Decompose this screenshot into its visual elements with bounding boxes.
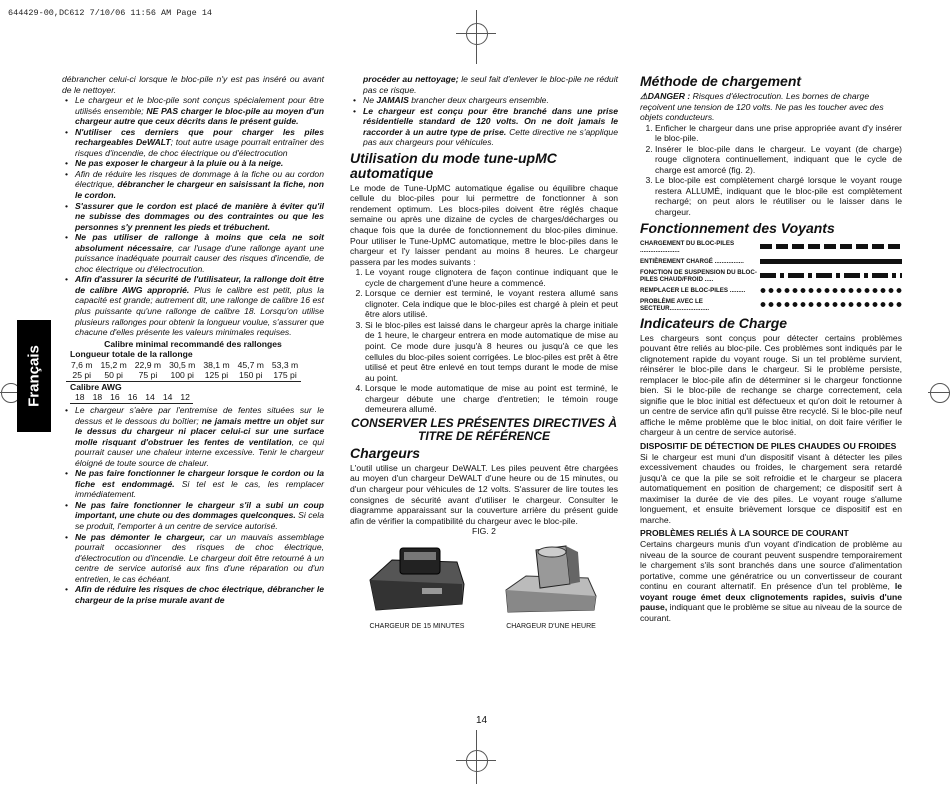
extension-cord-table: [66, 360, 301, 382]
bullet-item: [62, 584, 324, 605]
methode-steps: [640, 123, 902, 218]
charger-1hour-illustration: [496, 540, 606, 618]
bullet-item: [62, 500, 324, 532]
charger-1hour-figure: [491, 540, 611, 633]
led-legend: [640, 240, 902, 312]
print-header: 644429-00,DC612 7/10/06 11:56 AM Page 14: [8, 8, 213, 18]
led-row: [640, 287, 902, 294]
led-label: CHARGEMENT DU BLOC-PILES .......................: [640, 239, 735, 254]
chargeurs-heading: Chargeurs: [350, 444, 421, 461]
led-row: [640, 240, 902, 254]
bullet-text: , ce qui pourrait causer une chaleur interne excessive. Tenir le chargeur éloigné de toute source de chaleur.: [75, 436, 324, 468]
bullet-text: brancher deux chargeurs ensemble.: [408, 95, 549, 106]
bullet-bold: Ne pas démonter le chargeur,: [75, 531, 205, 542]
bullet-text: ; tout autre usage pourrait entraîner des risques d'incendie, de choc électrique ou d'électrocution: [75, 137, 324, 158]
step-item: 3. Si le bloc-piles est laissé dans le chargeur après la charge initiale de 1 heure, le chargeur entrera en mode automatique de mise au point. Ce mode dure jusqu'à 8 heures ou jusqu'à ce que les cellules du bloc-piles soient corrigées. Le bloc-piles est prêt à être utilisé et peut être enlevé en tout temps durant le mode de mise au point.: [365, 320, 618, 383]
problemes-paragraph: [640, 539, 902, 623]
table-cell: 45,7 m: [237, 359, 264, 370]
step-item: 2. Lorsque ce dernier est terminé, le voyant restera allumé sans clignoter. Cela indique que le bloc-piles est chargé à plein et peut être alors utilisé.: [365, 288, 618, 320]
bullet-bold: NE PAS charger le bloc-pile au moyen d'un chargeur autre que ceux décrits dans le présent guide.: [75, 105, 324, 127]
table-cell: 100 pi: [164, 370, 198, 381]
registration-mark-bottom: [456, 730, 496, 784]
table-cell: 175 pi: [267, 370, 301, 381]
col2-bullets: [350, 95, 618, 148]
bullet-item: [62, 274, 324, 337]
led-pattern: [760, 302, 902, 307]
table-cell: 16: [123, 392, 141, 403]
bullet-bold: Afin de réduire les risques de choc électrique, débrancher le chargeur de la prise murale avant de: [75, 584, 324, 605]
table-cell: 150 pi: [233, 370, 267, 381]
col2-continuation-text: le seul fait d'enlever le bloc-pile ne réduit pas ce risque.: [363, 74, 619, 95]
bullet-item: [350, 106, 618, 148]
danger-label: DANGER :: [647, 91, 691, 101]
table-cell: 22,9 m: [134, 359, 162, 370]
dispositif-heading: DISPOSITIF DE DÉTECTION DE PILES CHAUDES OU FROIDES: [640, 441, 897, 452]
table-length-label: Longueur totale de la rallonge: [70, 349, 193, 360]
step-item: 3. Le bloc-pile est complètement chargé lorsque le voyant rouge restera ALLUMÉ, indiquant que le bloc-pile est complètement rechargé; on peut alors le réutiliser ou le laisser dans le chargeur.: [655, 175, 902, 217]
step-item: 1. Le voyant rouge clignotera de façon continue indiquant que le cycle de chargement d'une heure a commencé.: [365, 267, 618, 288]
table-title: Calibre minimal recommandé des rallonges: [104, 338, 282, 349]
table-cell: 53,3 m: [271, 359, 299, 370]
bullet-text: , car l'usage d'une rallonge ayant une puissance inadéquate pourrait causer des risques d'incendie, de choc électrique ou d'électrocution.: [75, 242, 324, 274]
bullet-text: Si tel est le cas, les remplacer immédiatement.: [75, 478, 324, 500]
led-pattern: [760, 259, 902, 264]
table-cell: 14: [158, 392, 176, 403]
conserver-heading: CONSERVER LES PRÉSENTES DIRECTIVES À TITRE DE RÉFÉRENCE: [350, 415, 618, 443]
led-pattern: [760, 288, 902, 293]
fig-label: FIG. 2: [472, 526, 496, 537]
registration-mark-right: [928, 375, 950, 411]
bullet-text: Le chargeur et le bloc-pile sont conçus spécialement pour être utilisés ensemble;: [75, 95, 324, 116]
led-label: REMPLACER LE BLOC-PILES .........: [640, 286, 746, 294]
caption-1hour: CHARGEUR D'UNE HEURE: [506, 623, 596, 631]
bullet-text: Afin de réduire les risques de dommage à la fiche ou au cordon électrique,: [75, 168, 324, 190]
table-cell: 50 pi: [96, 370, 130, 381]
bullet-text: car un mauvais assemblage pourrait occasionner des risques de choc électrique, d'électrocution ou d'incendie. Le chargeur doit être retourné à un centre de service autorisé aux fins d'une réparation ou d'un entretien, le cas échéant.: [75, 531, 324, 584]
led-row: [640, 298, 902, 312]
indicateurs-paragraph: Les chargeurs sont conçus pour détecter certains problèmes pouvant être reliés au bloc-pile. Ces problèmes sont indiqués par le clignotement rapide du voyant rouge. Si un tel problème survient, réinsérer le bloc-pile dans le chargeur. Si le problème persiste, remplacer le bloc-pile afin de déterminer si le chargeur fonctionne bien. Si le bloc-pile de rechange se charge correctement, cela signifie que le bloc initial est défectueux et qu'on doit le retourner à un centre de service afin qu'il puisse être recyclé. Si le bloc-pile neuf affiche le même problème que le bloc initial, on doit faire vérifier le chargeur à un centre de service autorisé.: [640, 332, 902, 438]
step-item: 4. Lorsque le mode automatique de mise au point est terminé, le chargeur débute une charge d'entretien; le témoin rouge demeurera allumé.: [365, 383, 618, 415]
charger-15min-illustration: [362, 540, 472, 618]
chargeurs-paragraph: L'outil utilise un chargeur DeWALT. Les piles peuvent être chargées au moyen d'un chargeur DeWALT d'une heure ou de 15 minutes, ou d'un chargeur pour véhicules de 12 volts. S'assurer de lire toutes les consignes de sécurité avant d'utiliser le chargeur. Consulter le diagramme apparaissant sur la couverture arrière du présent guide afin de vérifier la compatibilité du chargeur avec le bloc-pile.: [350, 462, 618, 526]
table-cell: 16: [105, 392, 123, 403]
table-cell: 12: [175, 392, 193, 403]
bullet-text: Ne: [363, 95, 377, 106]
table-cell: 15,2 m: [100, 359, 127, 370]
led-label: FONCTION DE SUSPENSION DU BLOC-PILES CHAUD/FROID .....: [640, 268, 757, 283]
voyants-heading: Fonctionnement des Voyants: [640, 219, 835, 236]
table-cell: 7,6 m: [71, 359, 93, 370]
bullet-bold: débrancher le chargeur en saisissant la fiche, non le cordon.: [75, 179, 324, 201]
tune-up-paragraph: Le mode de Tune-UpMC automatique égalise ou équilibre chaque cellule du bloc-piles pour lui permettre de fonctionner à son rendement optimum. Les blocs-piles doivent être réglés chaque semaine ou après une dizaine de cycles de charges/décharges ou chaque fois que la durée de fonctionnement du bloc-piles diminue. Pour utiliser le Tune-UpMC automatique, mettre le bloc-piles dans le chargeur et l'y laisser pendant au moins 8 heures. Le chargeur passera par les modes suivants :: [350, 182, 618, 267]
led-pattern: [760, 273, 902, 278]
charger-15min-figure: [357, 540, 477, 633]
column-3: [640, 74, 902, 623]
step-item: 1. Enficher le chargeur dans une prise appropriée avant d'y insérer le bloc-pile.: [655, 123, 902, 144]
bullet-text: Si cela se produit, l'emporter à un centre de service autorisé.: [75, 510, 324, 531]
bullet-item: [350, 95, 618, 106]
table-cell: 18: [70, 392, 88, 403]
bullet-bold: Le chargeur est conçu pour être branché dans une prise résidentielle standard de 120 volts. On ne doit jamais le raccorder à un autre type de prise.: [363, 105, 618, 137]
caption-15min: CHARGEUR DE 15 MINUTES: [369, 623, 465, 631]
bullet-bold: Afin d'assurer la sécurité de l'utilisateur, la rallonge doit être de calibre AWG approprié.: [75, 274, 324, 295]
bullet-item: [62, 405, 324, 468]
column-2: [350, 74, 618, 633]
bullet-item: [62, 95, 324, 127]
bullet-text: Le chargeur s'aère par l'entremise de fentes situées sur le dessus et le dessous du boîtier;: [75, 404, 324, 426]
bullet-bold: ne jamais mettre un objet sur le dessus du chargeur ni placer celui-ci sur une surface molle risquant d'obstruer les fentes de ventilation: [75, 415, 324, 447]
bullet-bold: Ne pas utiliser de rallonge à moins que cela ne soit absolument nécessaire: [75, 232, 324, 253]
led-row: [640, 258, 902, 265]
problemes-bold: le voyant rouge émet deux clignotements rapides, suivis d'une pause,: [640, 581, 902, 613]
bullet-bold: S'assurer que le cordon est placé de manière à éviter qu'il ne subisse des dommages ou des contraintes ou que les personnes s'y prennent les pieds et trébuchent.: [75, 200, 324, 232]
bullet-bold: Ne pas faire fonctionner le chargeur s'il a subi un coup important, une chute ou des dommages quelconques.: [75, 499, 324, 521]
danger-text: Risques d'électrocution. Les bornes de charge reçoivent une tension de 120 volts. Ne pas les toucher avec des objets conducteurs.: [640, 91, 884, 123]
led-row: [640, 269, 902, 283]
bullet-bold: N'utiliser ces derniers que pour charger les piles rechargeables DeWALT: [75, 126, 324, 148]
table-cell: 75 pi: [130, 370, 164, 381]
bullet-item: [62, 158, 324, 169]
warning-triangle-icon: ⚠: [640, 91, 648, 101]
bullet-text: Plus le calibre est petit, plus la capacité est grande; autrement dit, une rallonge de calibre 16 est plus puissante qu'une rallonge de calibre 18. Lorsqu'on utilise plusieurs rallonges pour obtenir la longueur voulue, s'assurer que chacune d'elles présente les valeurs minimales requises.: [75, 284, 324, 338]
col2-continuation: [350, 74, 618, 95]
problemes-text-end: indiquant que le problème se situe au niveau de la source de courant.: [640, 602, 902, 623]
bullet-item: [62, 468, 324, 500]
table-cell: 125 pi: [198, 370, 232, 381]
bullet-item: [62, 127, 324, 159]
led-label: PROBLÈME AVEC LE SECTEUR.......................: [640, 297, 710, 312]
col2-continuation-bold: procéder au nettoyage;: [363, 74, 459, 84]
awg-table: [70, 392, 193, 404]
table-cell: 18: [88, 392, 106, 403]
language-tab-label: Français: [25, 345, 43, 407]
indicateurs-heading: Indicateurs de Charge: [640, 314, 788, 331]
language-tab: [17, 320, 51, 432]
problemes-heading: PROBLÈMES RELIÉS À LA SOURCE DE COURANT: [640, 528, 849, 539]
registration-mark-top: [456, 10, 496, 64]
col1-bullets-bottom: [62, 405, 324, 605]
bullet-bold: Ne pas exposer le chargeur à la pluie ou à la neige.: [75, 158, 284, 169]
figure-2: [350, 540, 618, 633]
table-cell: 25 pi: [66, 370, 96, 381]
bullet-item: [62, 201, 324, 233]
bullet-item: [62, 532, 324, 585]
bullet-bold: Ne pas faire fonctionner le chargeur lorsque le cordon ou la fiche est endommagé.: [75, 468, 324, 489]
dispositif-paragraph: Si le chargeur est muni d'un dispositif visant à détecter les piles excessivement chaudes ou froides, le chargement sera retardé jusqu'à ce que la pile se soit refroidie et le chargeur se placera automatiquement en position de chargement; ce dispositif sert à maximiser la durée de vie des piles. Le voyant rouge s'allume longuement, et ensuite brièvement lorsque ce dispositif est en marche.: [640, 451, 902, 525]
col1-bullets-top: [62, 95, 324, 338]
table-awg-label: Calibre AWG: [70, 381, 122, 392]
table-cell: 38,1 m: [203, 359, 230, 370]
tune-up-heading: Utilisation du mode tune-upMC automatique: [350, 149, 557, 181]
table-cell: 30,5 m: [169, 359, 196, 370]
danger-paragraph: [640, 91, 902, 123]
column-1: [62, 74, 324, 605]
methode-heading: Méthode de chargement: [640, 73, 802, 89]
bullet-item: [62, 232, 324, 274]
tune-up-steps: [350, 267, 618, 415]
bullet-text: Cette directive ne s'applique pas aux chargeurs pour véhicules.: [363, 126, 618, 148]
led-label: ENTIÈREMENT CHARGÉ .................: [640, 257, 744, 265]
led-pattern: [760, 244, 902, 249]
page-number: 14: [476, 715, 488, 726]
table-cell: 14: [140, 392, 158, 403]
step-item: 2. Insérer le bloc-pile dans le chargeur. Le voyant (de charge) rouge clignotera continuellement, indiquant que le cycle de charge est amorcé (fig. 2).: [655, 144, 902, 176]
bullet-item: [62, 169, 324, 201]
problemes-text: Certains chargeurs munis d'un voyant d'indication de problème au niveau de la source de courant peuvent suspendre temporairement le chargement s'ils sont branchés dans une source d'alimentation portative, comme une génératrice ou un convertisseur de courant continu en courant alternatif. En présence d'un tel problème,: [640, 538, 902, 592]
col1-intro: débrancher celui-ci lorsque le bloc-pile n'y est pas inséré ou avant de le nettoyer.: [62, 74, 324, 95]
bullet-bold: JAMAIS: [376, 95, 409, 106]
